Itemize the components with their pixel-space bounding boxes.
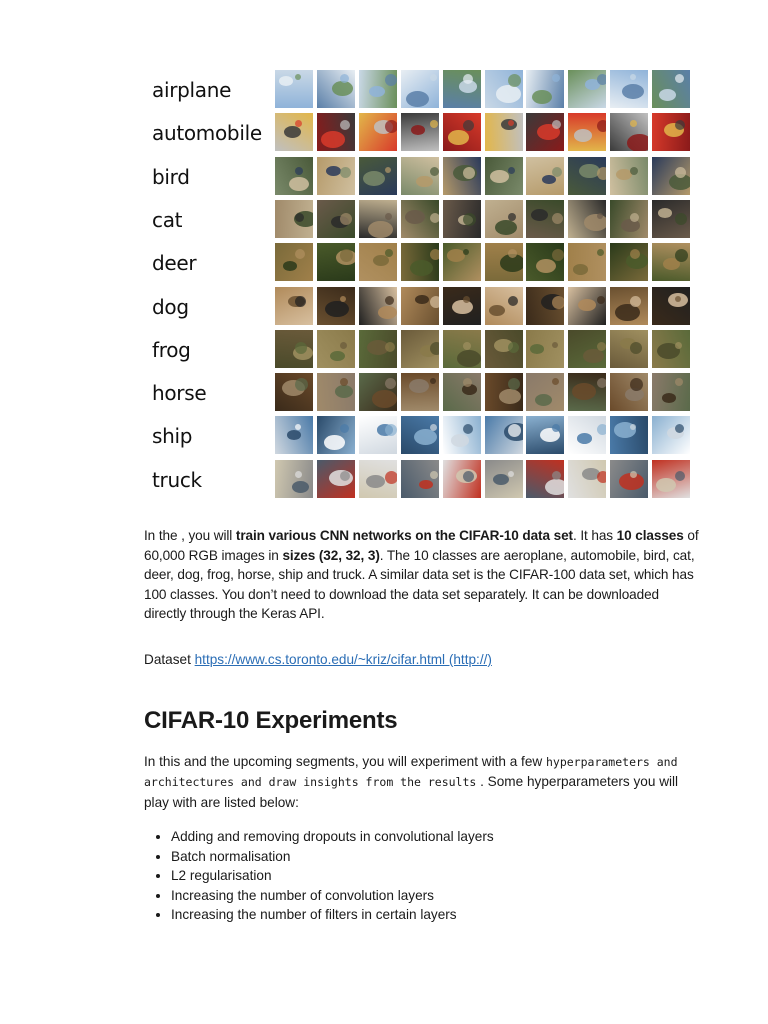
sample-image	[275, 287, 313, 325]
class-label: bird	[152, 164, 190, 189]
class-label: automobile	[152, 121, 262, 146]
sample-image	[317, 70, 355, 108]
list-item: • Adding and removing dropouts in convolutional layers	[171, 827, 704, 847]
sample-image	[485, 113, 523, 151]
intro-text-1: In the , you will	[144, 528, 236, 543]
class-row-ship	[150, 416, 695, 456]
sample-image	[275, 157, 313, 195]
class-row-bird	[150, 157, 695, 197]
sample-image	[610, 200, 648, 238]
sample-image	[652, 287, 690, 325]
class-label: frog	[152, 337, 191, 362]
sample-image	[359, 373, 397, 411]
sample-image	[443, 243, 481, 281]
sample-image	[275, 373, 313, 411]
dataset-label: Dataset	[144, 651, 195, 667]
sample-image	[275, 460, 313, 498]
cifar10-sample-grid	[150, 70, 695, 502]
sample-image	[568, 157, 606, 195]
sample-image	[401, 416, 439, 454]
sample-image	[610, 243, 648, 281]
intro-bold-3: sizes (32, 32, 3)	[282, 547, 380, 563]
sample-image	[526, 330, 564, 368]
sample-image	[359, 416, 397, 454]
class-label: dog	[152, 294, 189, 319]
class-label: ship	[152, 424, 193, 449]
sample-image	[401, 460, 439, 498]
sample-image	[526, 157, 564, 195]
article-body	[144, 526, 704, 925]
sample-image	[317, 460, 355, 498]
sample-image	[485, 287, 523, 325]
sample-image	[275, 70, 313, 108]
sample-image	[317, 200, 355, 238]
sample-image	[485, 460, 523, 498]
class-label: horse	[152, 381, 207, 406]
sample-image	[275, 200, 313, 238]
experiments-text-2: . Some hyperparameters you will play with are listed below:	[144, 774, 679, 810]
sample-image	[568, 330, 606, 368]
hyperparameter-list	[144, 827, 704, 925]
experiments-paragraph	[144, 752, 704, 814]
sample-image	[317, 287, 355, 325]
dataset-line	[144, 650, 704, 670]
experiments-text-1: In this and the upcoming segments, you will experiment with a few	[144, 753, 546, 769]
sample-image	[401, 330, 439, 368]
list-item: • Increasing the number of convolution layers	[171, 886, 704, 906]
sample-image	[443, 330, 481, 368]
sample-image	[526, 200, 564, 238]
sample-image	[652, 416, 690, 454]
sample-image	[652, 243, 690, 281]
class-row-horse	[150, 373, 695, 413]
sample-image	[652, 460, 690, 498]
sample-image	[443, 200, 481, 238]
sample-image	[443, 70, 481, 108]
sample-image	[359, 243, 397, 281]
sample-image	[568, 416, 606, 454]
sample-image	[526, 416, 564, 454]
sample-image	[275, 243, 313, 281]
dataset-link[interactable]: https://www.cs.toronto.edu/~kriz/cifar.html (http://)	[194, 651, 492, 667]
class-row-airplane	[150, 70, 695, 110]
sample-image	[485, 373, 523, 411]
sample-image	[401, 157, 439, 195]
sample-image	[526, 373, 564, 411]
sample-image	[610, 70, 648, 108]
experiments-code: hyperparameters and architectures and draw insights from the results	[144, 754, 678, 790]
intro-text-2: . It has	[572, 528, 617, 543]
sample-image	[317, 373, 355, 411]
class-row-frog	[150, 330, 695, 370]
sample-image	[526, 460, 564, 498]
sample-image	[317, 330, 355, 368]
sample-image	[401, 113, 439, 151]
sample-image	[652, 200, 690, 238]
sample-image	[443, 373, 481, 411]
intro-bold-2: 10 classes	[616, 528, 684, 543]
class-label: deer	[152, 251, 197, 276]
intro-text-3: of 60,000 RGB images in	[144, 528, 699, 563]
list-item: • L2 regularisation	[171, 866, 704, 886]
sample-image	[652, 330, 690, 368]
sample-image	[359, 113, 397, 151]
class-label: cat	[152, 207, 183, 232]
class-row-truck	[150, 460, 695, 500]
sample-image	[485, 243, 523, 281]
sample-image	[610, 330, 648, 368]
sample-image	[275, 113, 313, 151]
class-row-dog	[150, 287, 695, 327]
sample-image	[401, 287, 439, 325]
sample-image	[610, 416, 648, 454]
sample-image	[568, 287, 606, 325]
sample-image	[610, 460, 648, 498]
sample-image	[485, 157, 523, 195]
class-label: airplane	[152, 78, 232, 102]
sample-image	[485, 330, 523, 368]
sample-image	[359, 460, 397, 498]
sample-image	[526, 113, 564, 151]
sample-image	[485, 200, 523, 238]
sample-image	[610, 157, 648, 195]
sample-image	[568, 243, 606, 281]
sample-image	[610, 113, 648, 151]
list-item: • Increasing the number of filters in certain layers	[171, 905, 704, 925]
sample-image	[275, 416, 313, 454]
sample-image	[652, 373, 690, 411]
sample-image	[568, 200, 606, 238]
sample-image	[526, 70, 564, 108]
sample-image	[443, 157, 481, 195]
sample-image	[443, 287, 481, 325]
sample-image	[275, 330, 313, 368]
sample-image	[401, 373, 439, 411]
sample-image	[317, 416, 355, 454]
sample-image	[401, 200, 439, 238]
intro-text-4: . The 10 classes are aeroplane, automobile, bird, cat, deer, dog, frog, horse, ship and truck. A similar data set is the CIFAR-100 data set, which has 100 classes. You don’t need to download the data set separately. It can be downloaded directly through the Keras API.	[144, 547, 695, 622]
sample-image	[359, 70, 397, 108]
sample-image	[568, 113, 606, 151]
class-label: truck	[152, 467, 202, 492]
sample-image	[610, 287, 648, 325]
sample-image	[317, 113, 355, 151]
sample-image	[359, 157, 397, 195]
intro-bold-1: train various CNN networks on the CIFAR-10 data set	[235, 528, 573, 543]
class-row-automobile	[150, 113, 695, 153]
sample-image	[652, 70, 690, 108]
sample-image	[359, 287, 397, 325]
sample-image	[317, 157, 355, 195]
sample-image	[485, 70, 523, 108]
class-row-deer	[150, 243, 695, 283]
sample-image	[568, 70, 606, 108]
sample-image	[443, 460, 481, 498]
sample-image	[359, 330, 397, 368]
list-item: • Batch normalisation	[171, 847, 704, 867]
sample-image	[317, 243, 355, 281]
sample-image	[526, 243, 564, 281]
class-row-cat	[150, 200, 695, 240]
sample-image	[652, 157, 690, 195]
sample-image	[526, 287, 564, 325]
sample-image	[401, 70, 439, 108]
intro-paragraph	[144, 526, 704, 624]
sample-image	[401, 243, 439, 281]
sample-image	[485, 416, 523, 454]
sample-image	[568, 460, 606, 498]
sample-image	[359, 200, 397, 238]
sample-image	[652, 113, 690, 151]
section-heading: CIFAR-10 Experiments	[144, 706, 398, 734]
sample-image	[568, 373, 606, 411]
sample-image	[443, 416, 481, 454]
sample-image	[443, 113, 481, 151]
sample-image	[610, 373, 648, 411]
